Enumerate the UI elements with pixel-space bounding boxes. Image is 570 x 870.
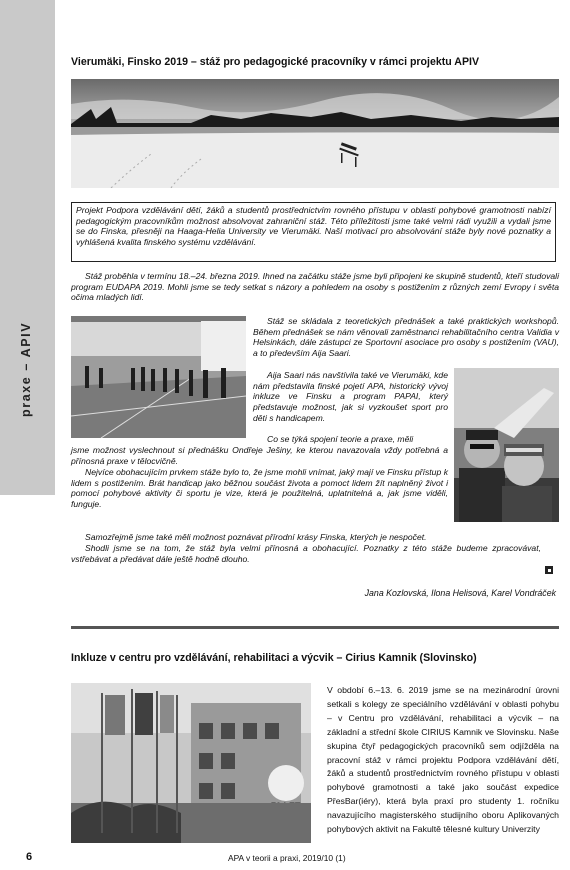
article2-body: V období 6.–13. 6. 2019 jsme se na mezinárodní úrovni setkali s kolegy ze speciálního vzdělávání v oblasti pohybu – v Centru pro vzdělávání, rehabilitaci a výcvik – na základní a střední škole CIRIUS Kamnik ve Slovinsku. Naše skupina čtyř pedagogických pracovníků sem odjížděla na pracovní stáž v rámci projektu Podpora vzdělávání dětí, žáků a studentů prostřednictvím rovného přístupu v oblasti pohybové gramotnosti a také jako součást expedice PřesBar(iéry), která byla praxí pro studenty 1. ročníku navazujícího magisterského studijního oboru Aplikovaných pohybových aktivit na Fakultě tělesné kultury Univerzity [327,685,559,835]
paragraph-4-start: Co se týká spojení teorie a praxe, měli [267,434,414,444]
lake-landscape-photo [71,79,559,188]
intro-box: Projekt Podpora vzdělávání dětí, žáků a studentů prostřednictvím rovného přístupu v oblasti pohybové gramotnosti nabízí pedagogickým pracovníkům možnost absolvovat zahraniční stáž. Této příležitosti jsme také velmi rádi využili a vydali jsme se do Finska, přesněji na Haaga-Helia University ve Vierumäki. Naší motivací pro absolvování stáže byly nové poznatky a vyhlášená kvalita finského systému vzdělávání. [71,202,556,262]
paragraph-3: Aija Saari nás navštívila také ve Vierumäki, kde nám představila finské pojetí APA, historický vývoj inkluze ve Finsku a program PAPAI, který představuje možnost, jak si vyzkoušet sport pro děti s handicapem. [253,370,448,423]
paragraph-6: Samozřejmě jsme také měli možnost poznávat přírodní krásy Finska, kterých je nespočet. [85,532,427,542]
paragraph-1: Stáž proběhla v termínu 18.–24. března 2019. Ihned na začátku stáže jsme byli připojeni ke skupině studentů, kteří studovali program EUDAPA 2019. Mohli jsme se tedy setkat s názory a pohledem na osoby s postižením z různých zemí Evropy i světa očima mladých lidí. [71,271,559,303]
paragraph-5: Nejvíce obohacujícím prvkem stáže bylo to, že jsme mohli vnímat, jaký mají ve Finsku přístup k lidem s postižením. Brát handicap jako běžnou součást života a pomoct lidem žít naplněný život i pomocí pohybové aktivity či sportu je vize, která je použitelná, uplatnitelná a, jak jsme viděli, funguje. [71,467,448,510]
paragraph-4-end: jsme možnost vyslechnout si přednášku Ondřeje Ješiny, ke kterou navazovala vždy potřebná a přínosná praxe v tělocvičně. [71,445,448,466]
paragraph-7: Shodli jsme se na tom, že stáž byla velmi přínosná a obohacující. Poznatky z této stáže budeme zpracovávat, vstřebávat a předávat dále ještě hodně dlouho. [71,543,541,564]
section-divider [71,626,559,629]
selfie-photo [454,368,559,522]
section-label: praxe – APIV [19,321,33,417]
gym-lecture-photo [71,316,246,438]
paragraph-2: Stáž se skládala z teoretických přednášek a také praktických workshopů. Během přednášek se nám věnovali zaměstnanci rehabilitačního centra Validia v Helsinkách, dále zástupci ze Sportovní asociace pro osoby s postižením (VAU), a to především Aija Saari. [253,316,559,359]
article-title-cirius: Inkluze v centru pro vzdělávání, rehabilitaci a výcvik – Cirius Kamnik (Slovinsko) [71,652,477,664]
journal-source: APA v teorii a praxi, 2019/10 (1) [228,853,346,863]
section-sidebar [0,0,55,495]
article-title-vierumaki: Vierumäki, Finsko 2019 – stáž pro pedagogické pracovníky v rámci projektu APIV [71,56,480,68]
authors: Jana Kozlovská, Ilona Helisová, Karel Vondráček [364,588,556,598]
page-number: 6 [26,851,33,863]
section-label-box [4,320,50,420]
school-building-photo [71,683,311,843]
end-mark-icon [545,566,553,574]
